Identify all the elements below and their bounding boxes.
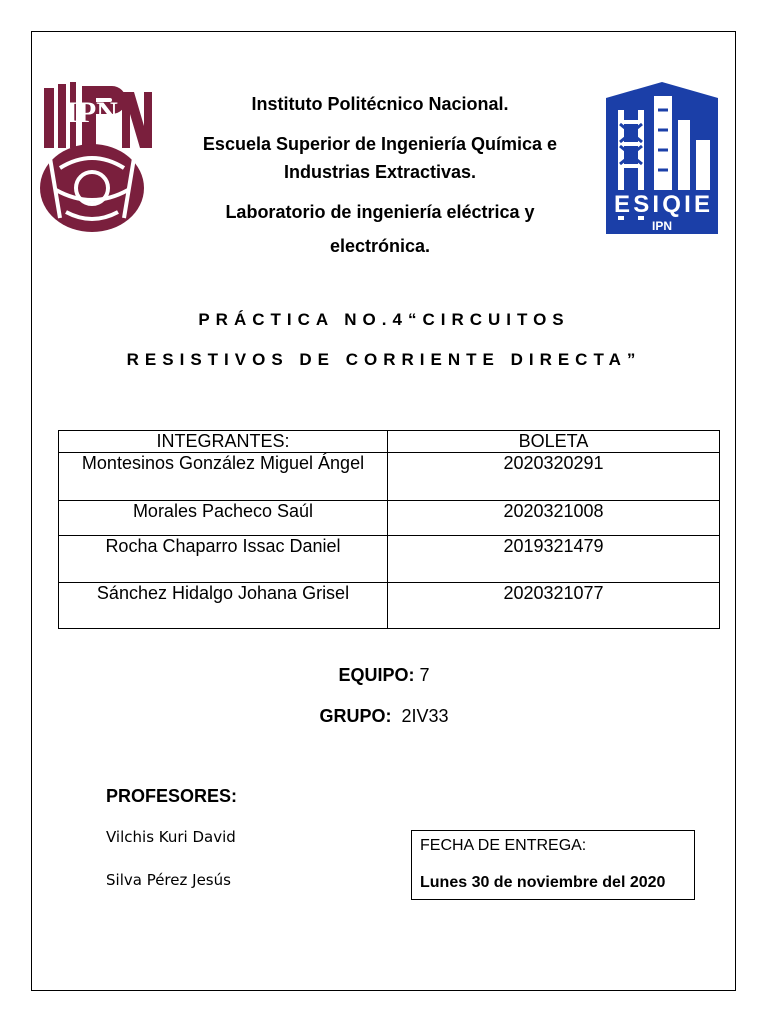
member-boleta: 2020320291	[388, 453, 720, 501]
practice-title-line2: RESISTIVOS DE CORRIENTE DIRECTA”	[126, 350, 642, 369]
member-boleta: 2019321479	[388, 536, 720, 583]
table-row	[59, 583, 720, 629]
school-name-line1: Escuela Superior de Ingeniería Química e	[202, 134, 558, 154]
delivery-date-label: FECHA DE ENTREGA:	[420, 837, 587, 854]
member-boleta: 2020321008	[388, 501, 720, 536]
member-boleta: 2020321077	[388, 583, 720, 629]
equipo-label: EQUIPO:	[338, 665, 415, 685]
delivery-date-box	[411, 830, 695, 900]
member-name: Montesinos González Miguel Ángel	[59, 453, 388, 501]
header-integrantes: INTEGRANTES:	[59, 431, 388, 453]
grupo-field	[0, 706, 768, 727]
equipo-value: 7	[419, 665, 430, 685]
school-name-line2: Industrias Extractivas.	[283, 162, 477, 182]
lab-name-line1: Laboratorio de ingeniería eléctrica y	[225, 202, 535, 222]
table-header-row	[59, 431, 720, 453]
svg-text:IPN: IPN	[66, 96, 118, 129]
grupo-value: 2IV33	[401, 706, 449, 726]
svg-text:IPN: IPN	[651, 219, 673, 233]
svg-text:ESIQIE: ESIQIE	[614, 191, 710, 218]
institute-name: Instituto Politécnico Nacional.	[251, 94, 509, 114]
profesores-heading: PROFESORES:	[106, 786, 238, 806]
professor-name: Silva Pérez Jesús	[106, 871, 231, 889]
member-name: Morales Pacheco Saúl	[59, 501, 388, 536]
ipn-logo-icon	[30, 78, 154, 244]
member-name: Rocha Chaparro Issac Daniel	[59, 536, 388, 583]
table-row	[59, 536, 720, 583]
header-boleta: BOLETA	[388, 431, 720, 453]
member-name: Sánchez Hidalgo Johana Grisel	[59, 583, 388, 629]
table-row	[59, 501, 720, 536]
equipo-field	[0, 665, 768, 686]
lab-name-line2: electrónica.	[329, 236, 431, 256]
esiqie-logo-icon	[602, 80, 722, 236]
professor-name: Vilchis Kuri David	[106, 828, 236, 846]
grupo-label: GRUPO:	[319, 706, 392, 726]
members-table	[58, 430, 720, 629]
delivery-date-value: Lunes 30 de noviembre del 2020	[420, 874, 666, 891]
practice-title-line1: PRÁCTICA NO.4“CIRCUITOS	[198, 310, 570, 329]
table-row	[59, 453, 720, 501]
